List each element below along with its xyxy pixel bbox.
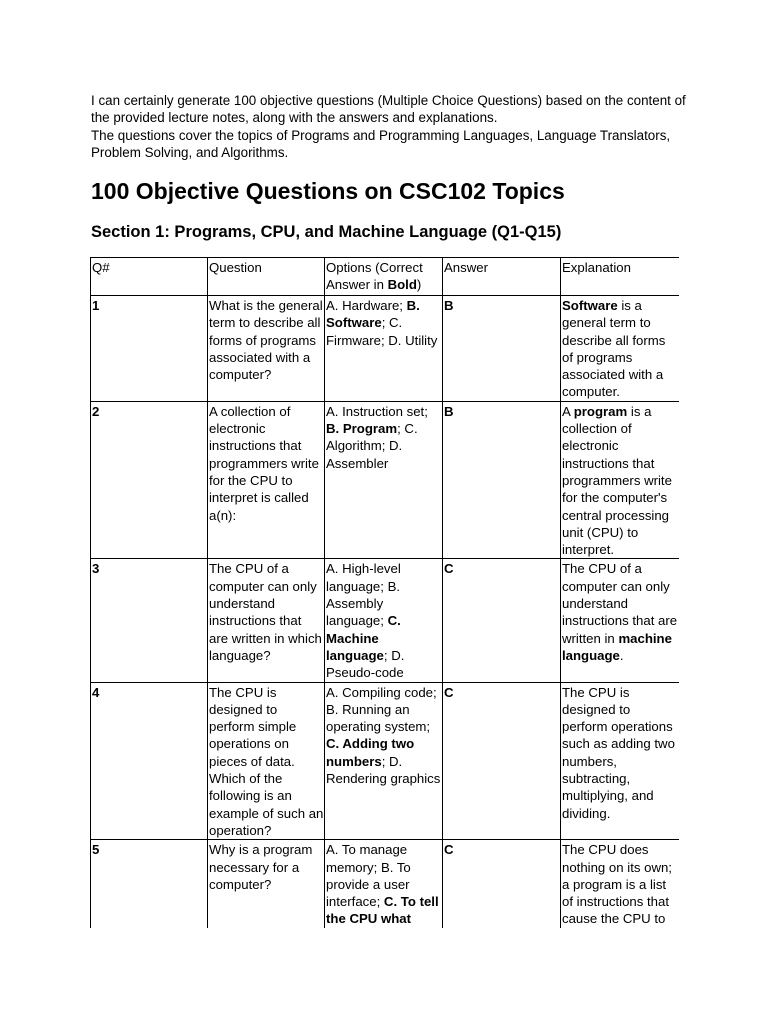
answer-cell: B [443, 296, 561, 402]
answer-cell: B [443, 401, 561, 559]
table-row [91, 559, 680, 682]
table-row [91, 682, 680, 840]
answer-cell: C [443, 559, 561, 682]
options-cell: A. Instruction set; B. Program; C. Algorithm; D. Assembler [325, 401, 443, 559]
answer-cell: C [443, 840, 561, 928]
header-question: Question [208, 258, 325, 296]
table-row [91, 401, 680, 559]
options-cell: A. To manage memory; B. To provide a user interface; C. To tell the CPU what [325, 840, 443, 928]
table-row [91, 296, 680, 402]
explanation-cell: The CPU of a computer can only understand instructions that are written in machine language. [561, 559, 680, 682]
qnum-cell: 3 [91, 559, 208, 682]
question-cell: The CPU of a computer can only understand instructions that are written in which language? [208, 559, 325, 682]
qnum-cell: 4 [91, 682, 208, 840]
header-answer: Answer [443, 258, 561, 296]
table-row [91, 840, 680, 928]
question-cell: What is the general term to describe all forms of programs associated with a computer? [208, 296, 325, 402]
options-cell: A. Compiling code; B. Running an operating system; C. Adding two numbers; D. Rendering graphics [325, 682, 443, 840]
document-title: 100 Objective Questions on CSC102 Topics [91, 178, 565, 204]
explanation-cell: A program is a collection of electronic instructions that programmers write for the computer's central processing unit (CPU) to interpret. [561, 401, 680, 559]
questions-table-container [90, 257, 679, 928]
questions-table [90, 257, 679, 928]
qnum-cell: 2 [91, 401, 208, 559]
qnum-cell: 5 [91, 840, 208, 928]
table-header-row [91, 258, 680, 296]
header-explanation: Explanation [561, 258, 680, 296]
explanation-cell: The CPU does nothing on its own; a program is a list of instructions that cause the CPU to [561, 840, 680, 928]
section-title: Section 1: Programs, CPU, and Machine Language (Q1-Q15) [91, 223, 562, 241]
question-cell: The CPU is designed to perform simple operations on pieces of data. Which of the following is an example of such an operation? [208, 682, 325, 840]
question-cell: A collection of electronic instructions that programmers write for the CPU to interpret is called a(n): [208, 401, 325, 559]
question-cell: Why is a program necessary for a computer? [208, 840, 325, 928]
explanation-cell: Software is a general term to describe all forms of programs associated with a computer. [561, 296, 680, 402]
options-cell: A. High-level language; B. Assembly language; C. Machine language; D. Pseudo-code [325, 559, 443, 682]
intro-paragraph [91, 92, 691, 161]
options-cell: A. Hardware; B. Software; C. Firmware; D. Utility [325, 296, 443, 402]
intro-line-1: I can certainly generate 100 objective questions (Multiple Choice Questions) based on the content of the provided lecture notes, along with the answers and explanations. [91, 93, 686, 126]
header-qnum: Q# [91, 258, 208, 296]
answer-cell: C [443, 682, 561, 840]
header-options: Options (Correct Answer in Bold) [325, 258, 443, 296]
explanation-cell: The CPU is designed to perform operations such as adding two numbers, subtracting, multiplying, and dividing. [561, 682, 680, 840]
qnum-cell: 1 [91, 296, 208, 402]
intro-line-2: The questions cover the topics of Programs and Programming Languages, Language Translators, Problem Solving, and Algorithms. [91, 127, 671, 160]
